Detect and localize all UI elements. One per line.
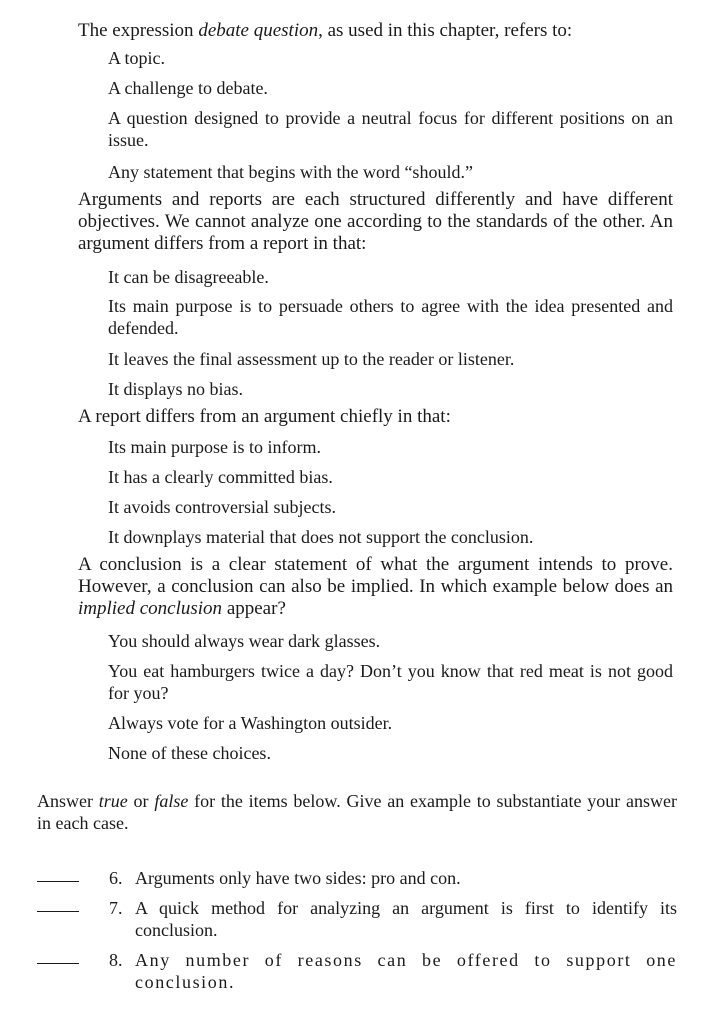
question-stem-part: appear? <box>222 598 286 619</box>
option-3d <box>0 378 703 400</box>
instructions-part: Answer <box>37 791 99 811</box>
instructions <box>37 790 677 834</box>
option-5a <box>0 630 703 652</box>
question-stem-emphasis: implied conclusion <box>78 598 223 619</box>
item-number: 8. <box>109 950 123 970</box>
option-3b <box>0 295 703 339</box>
option-2c <box>0 107 703 151</box>
true-false-item-8 <box>37 949 677 993</box>
option-text: It can be disagreeable. <box>108 267 269 287</box>
question-2 <box>0 20 703 42</box>
option-4b <box>0 466 703 488</box>
option-text: None of these choices. <box>108 743 271 763</box>
item-text: Any number of reasons can be offered to support one conclusion. <box>135 950 677 992</box>
question-stem-part: The expression <box>78 20 199 41</box>
option-text: A challenge to debate. <box>108 78 268 98</box>
question-5 <box>0 554 703 620</box>
true-false-item-7 <box>37 897 677 941</box>
option-text: It displays no bias. <box>108 379 243 399</box>
question-3 <box>0 189 703 255</box>
instructions-part: or <box>127 791 155 811</box>
option-text: It leaves the final assessment up to the reader or listener. <box>108 349 515 369</box>
item-text: Arguments only have two sides: pro and con. <box>135 868 461 888</box>
question-stem-part: A conclusion is a clear statement of what the argument intends to prove. However, a conclusion can also be implied. In which example below does an <box>78 554 673 597</box>
question-4 <box>0 406 703 428</box>
option-text: It avoids controversial subjects. <box>108 497 336 517</box>
true-false-item-6 <box>37 867 677 889</box>
option-text: A question designed to provide a neutral focus for different positions on an issue. <box>108 108 673 150</box>
option-2b <box>0 77 703 99</box>
option-text: Always vote for a Washington outsider. <box>108 713 393 733</box>
option-2d <box>0 161 703 183</box>
option-3c <box>0 348 703 370</box>
option-text: You eat hamburgers twice a day? Don’t you know that red meat is not good for you? <box>108 661 673 703</box>
answer-blank[interactable] <box>37 963 79 964</box>
question-stem: A report differs from an argument chiefly in that: <box>78 406 451 427</box>
option-5c <box>0 712 703 734</box>
question-stem-emphasis: debate question <box>198 20 319 41</box>
answer-blank[interactable] <box>37 911 79 912</box>
option-4a <box>0 436 703 458</box>
option-4d <box>0 526 703 548</box>
option-3a <box>0 266 703 288</box>
answer-blank[interactable] <box>37 881 79 882</box>
instructions-emphasis-false: false <box>154 791 189 811</box>
option-4c <box>0 496 703 518</box>
option-text: A topic. <box>108 48 165 68</box>
option-text: You should always wear dark glasses. <box>108 631 381 651</box>
item-number: 6. <box>109 868 123 888</box>
item-number: 7. <box>109 898 123 918</box>
option-5d <box>0 742 703 764</box>
question-stem-part: , as used in this chapter, refers to: <box>318 20 573 41</box>
option-2a <box>0 47 703 69</box>
option-5b <box>0 660 703 704</box>
item-text: A quick method for analyzing an argument is first to identify its conclusion. <box>135 898 677 940</box>
question-stem: Arguments and reports are each structured differently and have different objectives. We cannot analyze one according to the standards of the other. An argument differs from a report in that: <box>78 189 673 254</box>
option-text: Any statement that begins with the word “should.” <box>108 162 473 182</box>
option-text: Its main purpose is to persuade others to agree with the idea presented and defended. <box>108 296 673 338</box>
option-text: Its main purpose is to inform. <box>108 437 321 457</box>
option-text: It downplays material that does not support the conclusion. <box>108 527 534 547</box>
instructions-emphasis-true: true <box>98 791 128 811</box>
instructions-part: for the items below. Give an example to substantiate your answer in each case. <box>37 791 677 833</box>
option-text: It has a clearly committed bias. <box>108 467 333 487</box>
